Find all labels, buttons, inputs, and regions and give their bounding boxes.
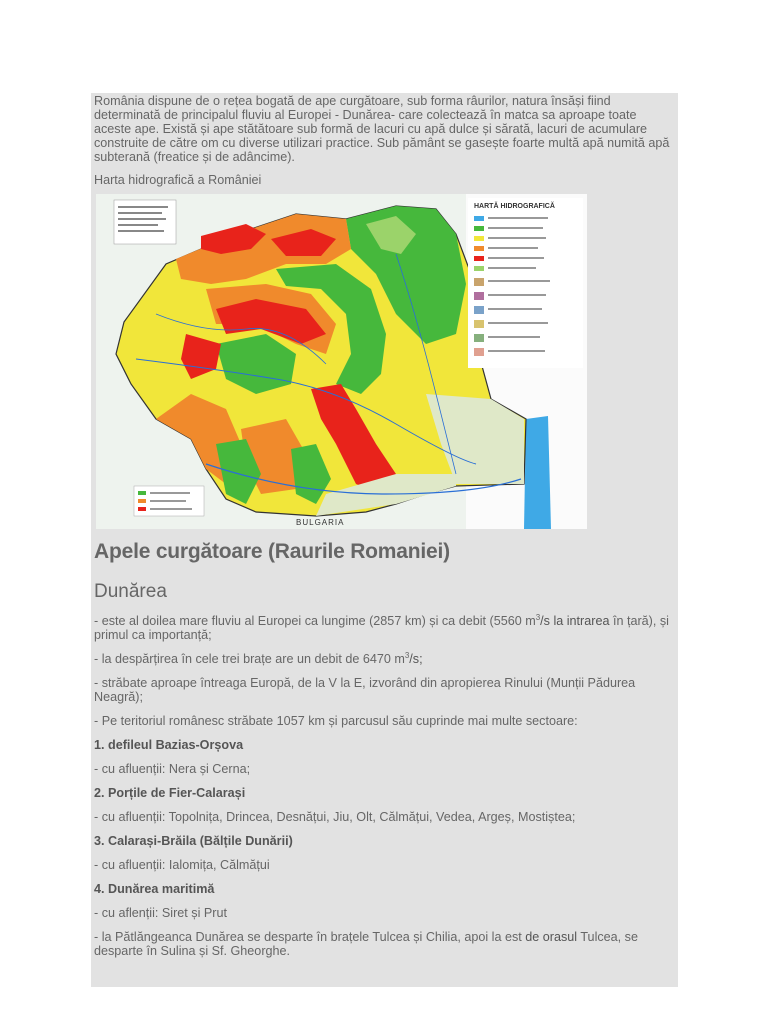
map-legend-title: HARTĂ HIDROGRAFICĂ: [474, 203, 555, 210]
sector-2-text: - cu afluenții: Topolnița, Drincea, Desnățui, Jiu, Olt, Călmățui, Vedea, Argeș, Mostiștea;: [94, 810, 576, 824]
sector-1-text: - cu afluenții: Nera și Cerna;: [94, 762, 251, 776]
fact-length-c: în țară), și primul ca importanță;: [94, 614, 669, 642]
fact-length-a: - este al doilea mare fluviu al Europei ca lungime (2857 km) și ca debit (5560 m: [94, 614, 536, 628]
fact-delta-c: Tulcea, se desparte în Sulina și Sf. Gheorghe.: [94, 930, 638, 958]
sector-1-title: 1. defileul Bazias-Orșova: [94, 738, 244, 752]
fact-delta-b: de orasul: [525, 930, 578, 944]
fact-branches-b: /s;: [409, 652, 423, 666]
fact-delta: [94, 930, 675, 958]
map-caption: Harta hidrografică a României: [94, 173, 262, 187]
fact-romania: - Pe teritoriul românesc străbate 1057 km și parcusul său cuprinde mai multe sectoare:: [94, 714, 578, 728]
map-bulgaria-label: BULGARIA: [296, 518, 345, 527]
sector-4-title: 4. Dunărea maritimă: [94, 882, 215, 896]
fact-branches-sup: 3: [404, 650, 410, 660]
hydrographic-map: [96, 194, 587, 529]
fact-length-sup: 3: [535, 612, 541, 622]
section-heading: Apele curgătoare (Raurile Romaniei): [94, 540, 450, 563]
fact-branches: [94, 652, 675, 666]
fact-course: - străbate aproape întreaga Europă, de la V la E, izvorând din apropierea Rinului (Munții Pădurea Neagră);: [94, 676, 636, 704]
fact-branches-a: - la despărțirea în cele trei brațe are un debit de 6470 m: [94, 652, 405, 666]
fact-length: [94, 614, 675, 642]
fact-length-b: /s la intrarea: [540, 614, 610, 628]
sector-4-text: - cu aflenții: Siret și Prut: [94, 906, 227, 920]
fact-delta-a: - la Pătlăngeanca Dunărea se desparte în brațele Tulcea și Chilia, apoi la est: [94, 930, 526, 944]
sector-2-title: 2. Porțile de Fier-Calarași: [94, 786, 246, 800]
danube-subheading: Dunărea: [94, 581, 167, 602]
sector-3-title: 3. Calarași-Brăila (Bălțile Dunării): [94, 834, 293, 848]
intro-paragraph: România dispune de o rețea bogată de ape curgătoare, sub forma râurilor, natura însăși fiind determinată de principalul fluviu al Europei - Dunărea- care colectează în matca sa aproape toate aceste ape. Există și ape stătătoare sub formă de lacuri cu apă dulce și sărată, lacuri de acumulare construite de către om cu diverse utilizari practice. Sub pământ se gasește foarte multă apă numită apă subterană (freatice și de adâncime).: [94, 94, 670, 164]
document-panel: [91, 93, 678, 987]
sector-3-text: - cu afluenții: Ialomița, Călmățui: [94, 858, 270, 872]
